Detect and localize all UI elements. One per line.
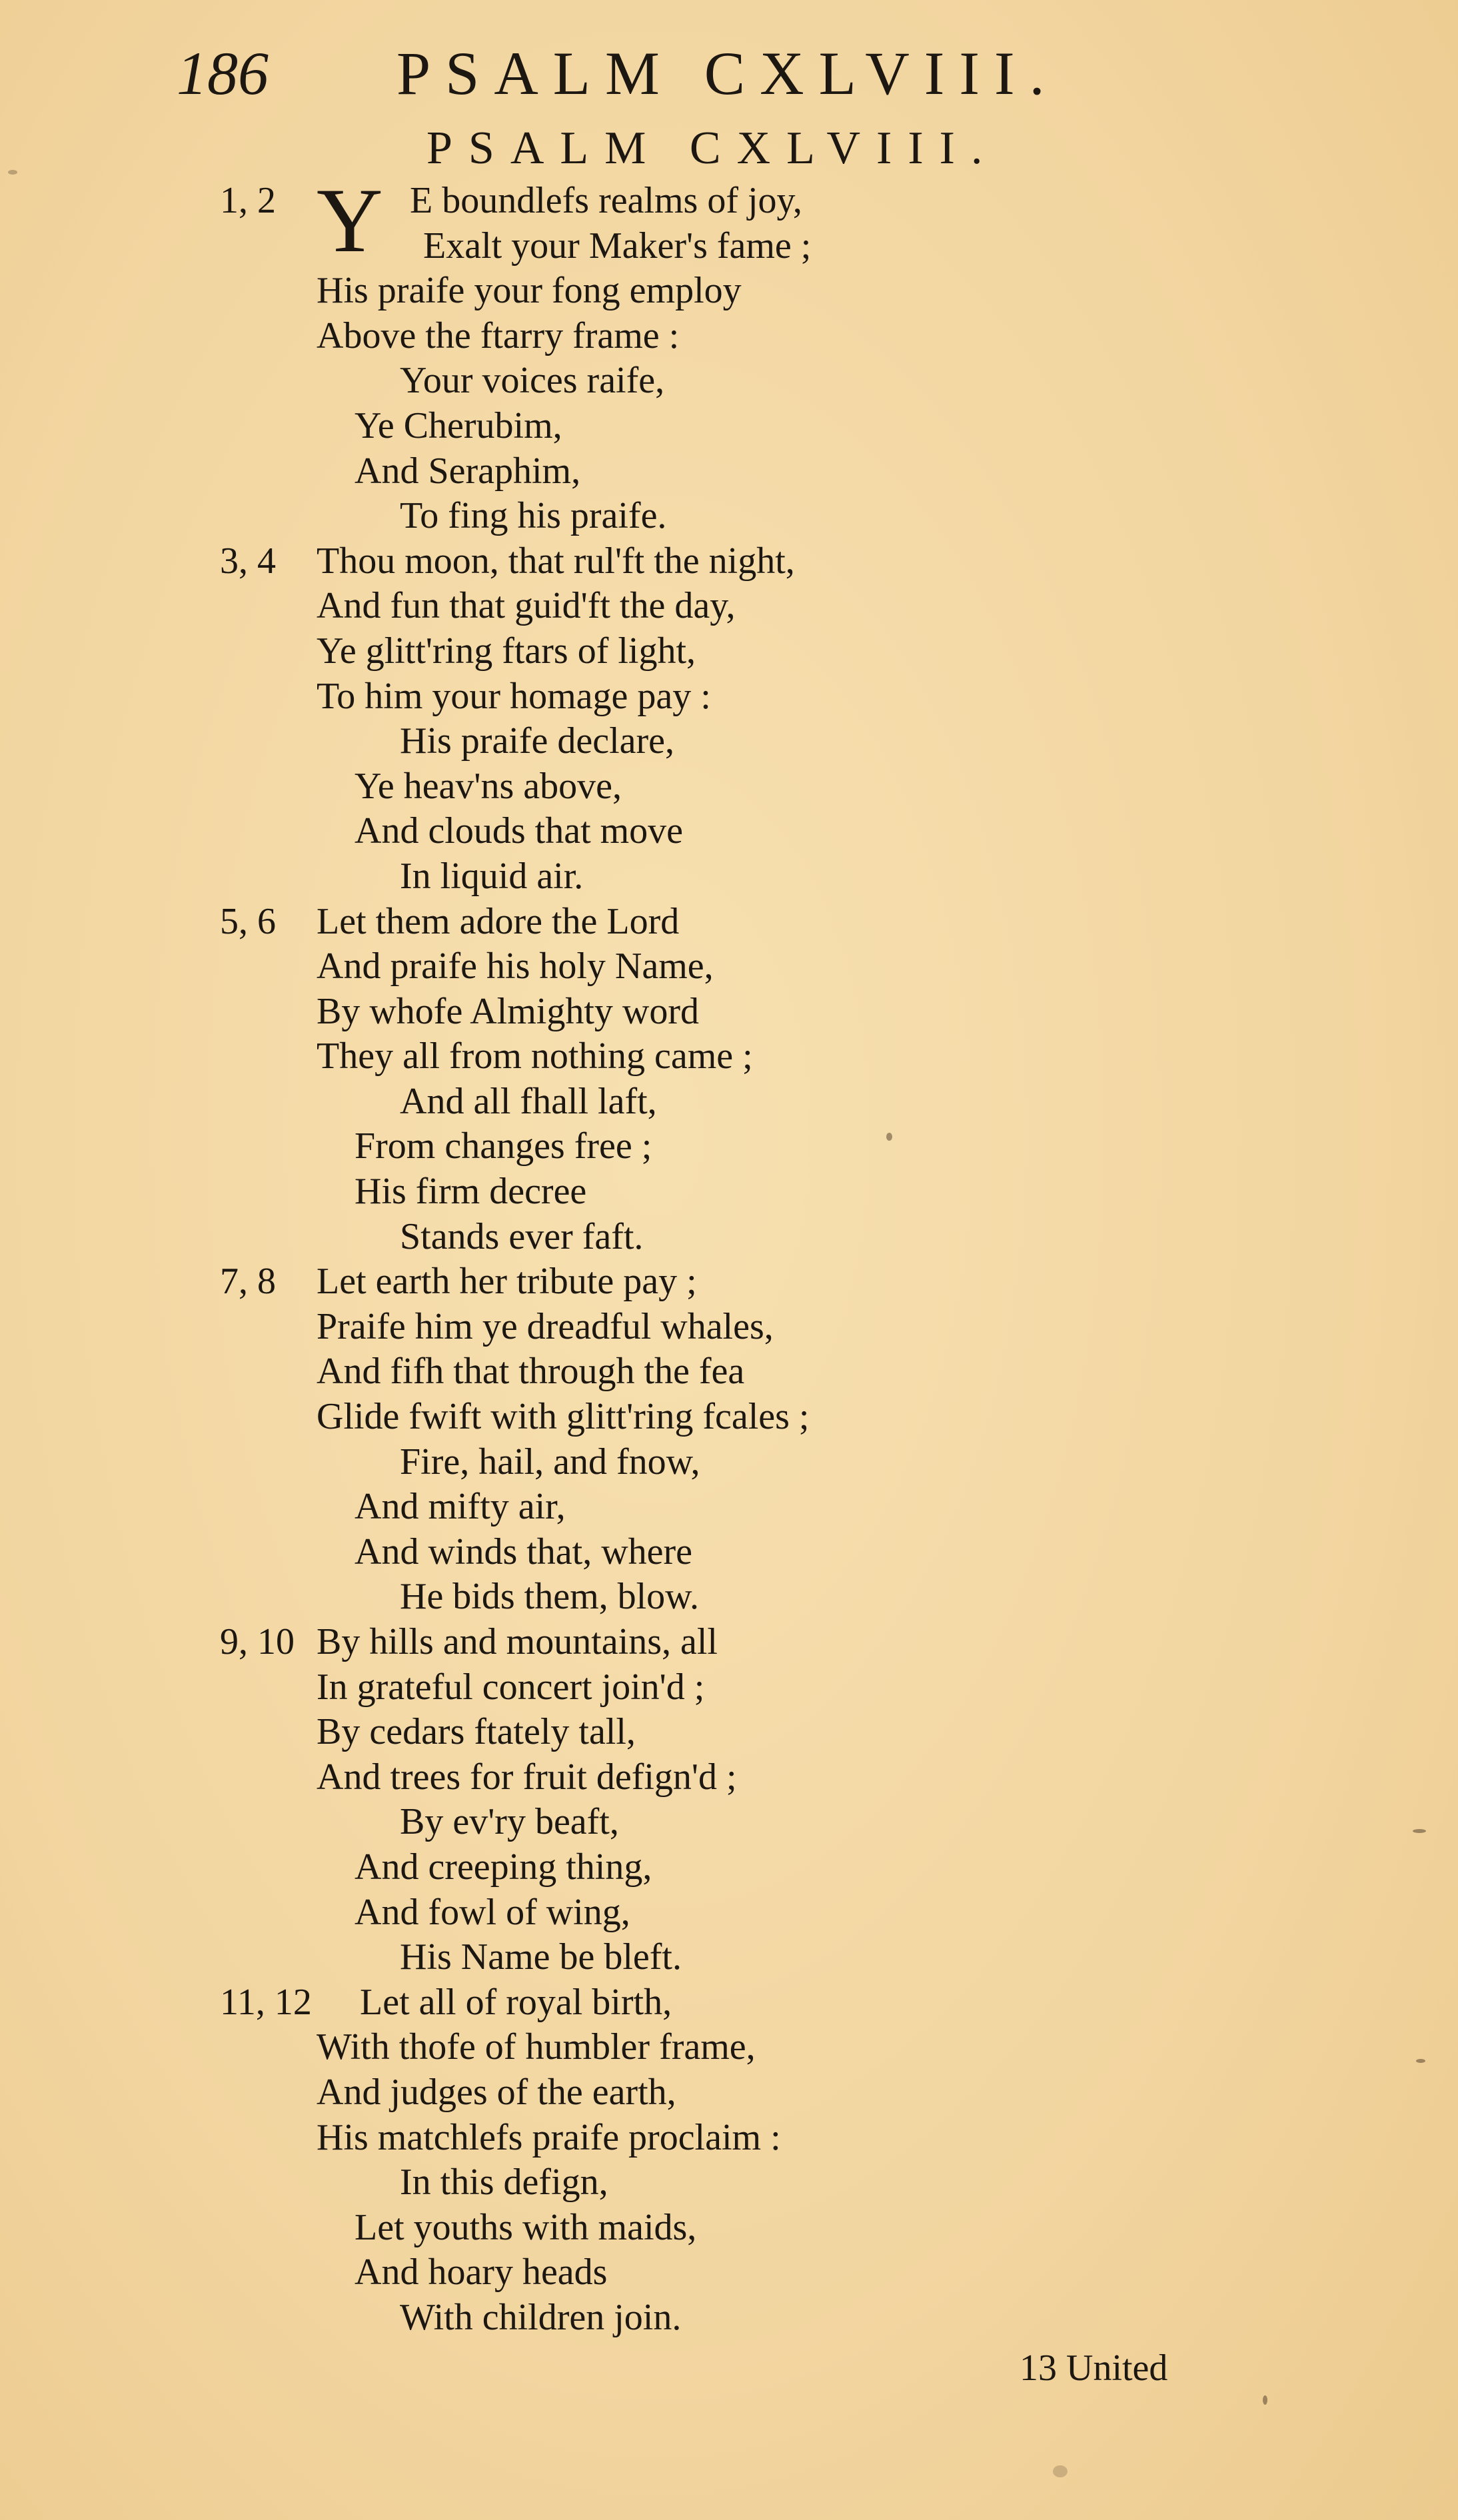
verse-line <box>0 764 1458 810</box>
verse-line <box>0 224 1458 269</box>
paper-speck <box>1053 2465 1068 2477</box>
line-text: And judges of the earth, <box>317 2071 676 2113</box>
verse-line <box>0 584 1458 629</box>
line-text: He bids them, blow. <box>400 1576 699 1618</box>
verse-line <box>0 1755 1458 1800</box>
verse-line <box>0 2295 1458 2341</box>
verse-number: 9, 10 <box>220 1621 295 1662</box>
verse-line <box>0 449 1458 494</box>
verse-line <box>0 2250 1458 2295</box>
verse-line <box>0 629 1458 674</box>
line-text: To fing his praife. <box>400 495 667 537</box>
line-text: And clouds that move <box>355 810 684 852</box>
verse-line <box>0 1980 1458 2026</box>
line-text: By ev'ry beaft, <box>400 1801 619 1843</box>
line-text: And mifty air, <box>355 1486 566 1528</box>
verse-number: 5, 6 <box>220 900 276 942</box>
verse-line <box>0 854 1458 900</box>
verse-line <box>0 944 1458 989</box>
line-text: By cedars ftately tall, <box>317 1711 636 1753</box>
verse-number: 7, 8 <box>220 1261 276 1303</box>
line-text: Ye heav'ns above, <box>355 765 622 807</box>
paper-speck <box>1263 2395 1267 2405</box>
verse-line <box>0 1530 1458 1575</box>
verse-line <box>0 404 1458 449</box>
verse-number: 11, 12 <box>220 1981 312 2023</box>
line-text: Let earth her tribute pay ; <box>317 1261 697 1303</box>
line-text: In liquid air. <box>400 855 584 897</box>
verse-line <box>0 2160 1458 2205</box>
line-text: With thofe of humbler frame, <box>317 2026 756 2068</box>
line-text: His praife your fong employ <box>317 270 742 312</box>
line-text: Ye Cherubim, <box>355 404 562 446</box>
line-text: Fire, hail, and fnow, <box>400 1441 700 1483</box>
page-number: 186 <box>177 39 269 107</box>
line-text: Exalt your Maker's fame ; <box>423 225 812 267</box>
verse-line <box>0 539 1458 584</box>
line-text: By whofe Almighty word <box>317 990 699 1032</box>
verse-line <box>0 314 1458 359</box>
verse-line <box>0 989 1458 1035</box>
line-text: Your voices raife, <box>400 360 665 402</box>
line-text: And winds that, where <box>355 1531 693 1573</box>
paper-speck <box>886 1133 892 1141</box>
line-text: Praife him ye dreadful whales, <box>317 1305 774 1347</box>
line-text: Ye glitt'ring ftars of light, <box>317 630 696 672</box>
verse-line <box>0 1215 1458 1260</box>
line-text: By hills and mountains, all <box>317 1621 718 1662</box>
line-text: And all fhall laft, <box>400 1080 657 1122</box>
verse-line <box>0 1935 1458 1980</box>
verse-line <box>0 1124 1458 1169</box>
verse-line <box>0 1710 1458 1755</box>
verse-line <box>0 2025 1458 2070</box>
running-head <box>177 37 1060 110</box>
line-text: His matchlefs praife proclaim : <box>317 2116 781 2158</box>
psalm-text <box>0 169 1458 2341</box>
line-text: Let them adore the Lord <box>317 900 680 942</box>
verse-line <box>0 269 1458 314</box>
verse-line <box>0 1890 1458 1936</box>
line-text: His firm decree <box>355 1171 587 1213</box>
line-text: From changes free ; <box>355 1125 652 1167</box>
line-text: And fun that guid'ft the day, <box>317 585 736 627</box>
verse-line <box>0 1395 1458 1440</box>
drop-cap: Y <box>317 169 383 271</box>
verse-number: 1, 2 <box>220 180 276 221</box>
line-text: Glide fwift with glitt'ring fcales ; <box>317 1396 810 1438</box>
verse-line <box>0 1169 1458 1215</box>
line-text: In grateful concert join'd ; <box>317 1666 705 1708</box>
line-text: And creeping thing, <box>355 1846 652 1888</box>
line-text: And fowl of wing, <box>355 1891 630 1933</box>
paper-speck <box>8 170 17 175</box>
verse-line <box>0 1845 1458 1890</box>
verse-line <box>0 1305 1458 1350</box>
line-text: In this defign, <box>400 2162 608 2204</box>
line-text: Let youths with maids, <box>355 2206 697 2248</box>
verse-line <box>0 719 1458 764</box>
verse-line <box>0 1079 1458 1125</box>
verse-line <box>0 2070 1458 2116</box>
verse-line <box>0 494 1458 539</box>
verse-line <box>0 1665 1458 1710</box>
paper-speck <box>1413 1829 1426 1833</box>
verse-line <box>0 1800 1458 1845</box>
verse-number: 3, 4 <box>220 540 276 582</box>
line-text: With children join. <box>400 2296 682 2338</box>
line-text: And praife his holy Name, <box>317 945 714 987</box>
line-text: Above the ftarry frame : <box>317 315 680 356</box>
line-text: Thou moon, that rul'ft the night, <box>317 540 795 582</box>
verse-line <box>0 809 1458 854</box>
line-text: And hoary heads <box>355 2251 608 2293</box>
psalm-title: PSALM CXLVIII. <box>426 123 999 174</box>
verse-line <box>0 1620 1458 1665</box>
line-text: Stands ever faft. <box>400 1215 644 1257</box>
running-title: PSALM CXLVIII. <box>396 39 1060 107</box>
verse-line <box>0 900 1458 945</box>
verse-line <box>0 1440 1458 1485</box>
verse-line <box>0 358 1458 404</box>
line-text: Let all of royal birth, <box>360 1981 672 2023</box>
verse-line <box>0 1259 1458 1305</box>
paper-speck <box>1416 2059 1425 2063</box>
catchword: 13 United <box>1020 2347 1168 2389</box>
line-text: His praife declare, <box>400 720 674 762</box>
line-text: They all from nothing came ; <box>317 1035 753 1077</box>
verse-line <box>0 1575 1458 1620</box>
line-text: And Seraphim, <box>355 450 581 492</box>
verse-line <box>0 2116 1458 2161</box>
line-text: To him your homage pay : <box>317 675 711 717</box>
verse-line <box>0 674 1458 720</box>
line-text: And trees for fruit defign'd ; <box>317 1756 737 1798</box>
line-text: And fifh that through the fea <box>317 1351 745 1393</box>
line-text: E boundlefs realms of joy, <box>410 180 802 221</box>
verse-line <box>0 2205 1458 2251</box>
verse-line <box>0 1349 1458 1395</box>
line-text: His Name be bleft. <box>400 1936 682 1978</box>
verse-line <box>0 1034 1458 1079</box>
verse-line <box>0 1485 1458 1530</box>
